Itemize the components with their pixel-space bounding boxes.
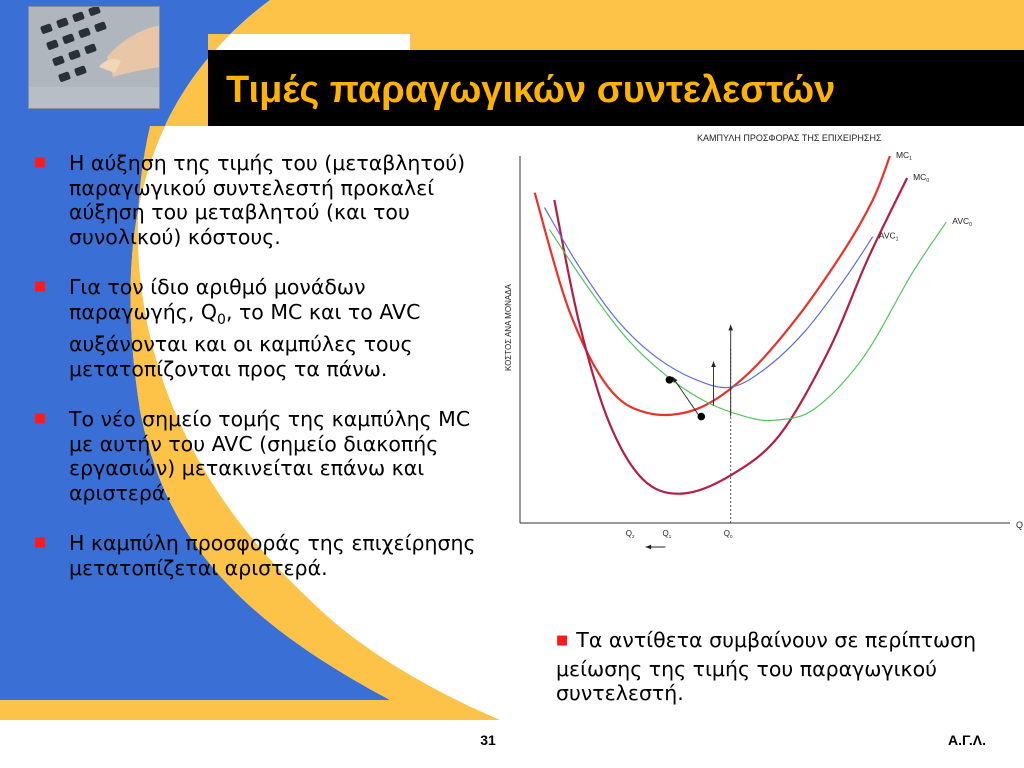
- bullet-list: [34, 151, 486, 606]
- bullet-text: Η καμπύλη προσφοράς της επιχείρησης μετατοπίζεται αριστερά.: [69, 531, 476, 580]
- calculator-photo: [28, 6, 160, 109]
- right-note: [556, 628, 996, 706]
- chart-y-label: ΚΟΣΤΟΣ ΑΝΑ ΜΟΝΑΔΑ: [504, 284, 513, 371]
- shutdown-point: [666, 376, 674, 384]
- series-label-avc0: $AVC_0$: [952, 216, 973, 229]
- bullet-square-icon: ■: [34, 535, 47, 551]
- bullet-subscript: 0: [217, 311, 226, 328]
- bullet-item: [34, 151, 486, 249]
- chart-x-label: Q: [1016, 520, 1024, 530]
- x-tick-label: $Q_1$: [662, 529, 672, 540]
- bullet-item: [34, 275, 486, 381]
- series-label-avc1: $AVC_1$: [878, 230, 899, 243]
- bullet-square-icon: ■: [34, 411, 47, 427]
- author-initials: Α.Γ.Λ.: [948, 732, 986, 748]
- bullet-square-icon: ■: [556, 633, 569, 648]
- supply-curve-chart: [500, 128, 1024, 552]
- bullet-item: [34, 531, 486, 580]
- bullet-square-icon: ■: [34, 155, 47, 170]
- series-label-mc1: $MC_1$: [895, 150, 913, 162]
- shutdown-point: [698, 413, 706, 421]
- right-note-text: Τα αντίθετα συμβαίνουν σε περίπτωση μείωσης της τιμής του παραγωγικού συντελεστή.: [556, 628, 977, 705]
- x-tick-label: $Q_2$: [625, 529, 635, 540]
- bullet-square-icon: ■: [34, 279, 47, 294]
- x-tick-label: $Q_0$: [723, 529, 733, 540]
- bullet-text: Η αύξηση της τιμής του (μεταβλητού) παραγωγικού συντελεστή προκαλεί αύξηση του μεταβλητού (και του συνολικού) κόστους.: [69, 151, 466, 249]
- page-number: 31: [480, 732, 496, 748]
- bullet-item: [34, 407, 486, 505]
- slide-title: Τιμές παραγωγικών συντελεστών: [226, 69, 836, 111]
- series-label-mc0: $MC_0$: [913, 172, 930, 185]
- bullet-text: Το νέο σημείο τομής της καμπύλης MC με αυτήν του AVC (σημείο διακοπής εργασιών) μετακινείται επάνω και αριστερά.: [69, 407, 471, 505]
- bullet-text: Για τον ίδιο αριθμό μονάδων παραγωγής, Q: [69, 275, 366, 324]
- bullet-text: , το MC και το AVC αυξάνονται και οι καμπύλες τους μετατοπίζονται προς τα πάνω.: [69, 299, 421, 381]
- chart-title: ΚΑΜΠΥΛΗ ΠΡΟΣΦΟΡΑΣ ΤΗΣ ΕΠΙΧΕΙΡΗΣΗΣ: [697, 133, 882, 143]
